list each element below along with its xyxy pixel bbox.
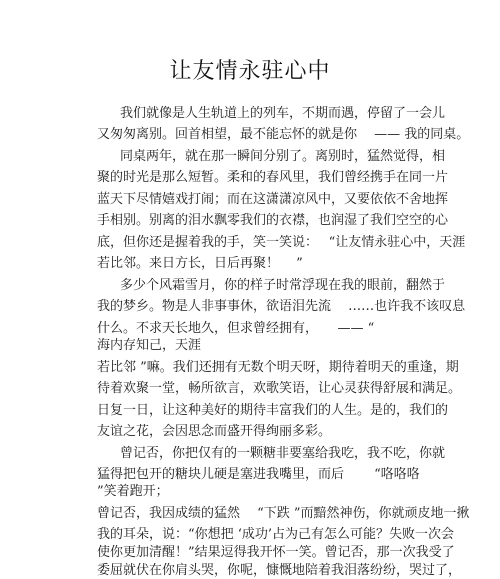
text-line: 使你更加清醒！”结果逗得我开怀一笑。曾记否，那一次我受了 xyxy=(97,545,455,560)
text-line: 聚的时光是那么短暂。柔和的春风里，我们曾经携手在同一片 xyxy=(97,170,449,185)
text-line: 待着欢聚一堂，畅所欲言，欢歌笑语，让心灵获得舒展和满足。 xyxy=(97,381,462,396)
text-line: 同桌两年，就在那一瞬间分别了。离别时，猛然觉得，相 xyxy=(120,149,446,164)
text-line: 多少个风霜雪月，你的样子时常浮现在我的眼前，翻然于 xyxy=(120,278,446,293)
text-line: 委屈就伏在你肩头哭，你呢，慷慨地陪着我泪落纷纷，哭过了， xyxy=(97,563,462,578)
text-line: 若比邻。来日方长，日后再聚！ ” xyxy=(97,256,303,271)
text-line: 什么。不求天长地久，但求曾经拥有， —— “ xyxy=(97,321,375,336)
text-line: 曾记否，我因成绩的猛然 “下跌 ”而黯然神伤，你就顽皮地一揪 xyxy=(97,506,470,521)
text-line: 我的梦乡。物是人非事事休，欲语泪先流 ……也许我不该叹息 xyxy=(97,299,466,314)
text-line: ”笑着跑开； xyxy=(97,484,169,499)
text-line: 底，但你还是握着我的手，笑一笑说： “让友情永驻心中，天涯 xyxy=(97,235,466,250)
text-line: 蓝天下尽情嬉戏打闹；而在这潇潇凉风中，又要依依不舍地挥 xyxy=(97,192,449,207)
page-title: 让友情永驻心中 xyxy=(169,59,331,84)
text-line: 又匆匆离别。回首相望，最不能忘怀的就是你 —— 我的同桌。 xyxy=(97,127,470,142)
text-line: 我们就像是人生轨道上的列车，不期而遇，停留了一会儿 xyxy=(120,106,446,121)
text-line: 我的耳朵，说：“你想把 ‘成功’占为己有怎么可能？失败一次会 xyxy=(97,527,455,542)
text-line: 手相别。别离的泪水飘零我们的衣襟，也润湿了我们空空的心 xyxy=(97,213,449,228)
text-line: 曾记否，你把仅有的一颗糖非要塞给我吃，我不吃，你就 xyxy=(120,446,446,461)
text-line: 友谊之花，会因思念而盛开得绚丽多彩。 xyxy=(97,424,332,439)
text-line: 日复一日，让这种美好的期待丰富我们的人生。是的，我们的 xyxy=(97,403,449,418)
text-line: 猛得把包开的糖块儿硬是塞进我嘴里，而后 “咯咯咯 xyxy=(97,467,420,482)
text-line: 海内存知己，天涯 xyxy=(97,338,202,353)
text-line: 若比邻 ”嘛。我们还拥有无数个明天呀，期待着明天的重逢，期 xyxy=(97,360,459,375)
